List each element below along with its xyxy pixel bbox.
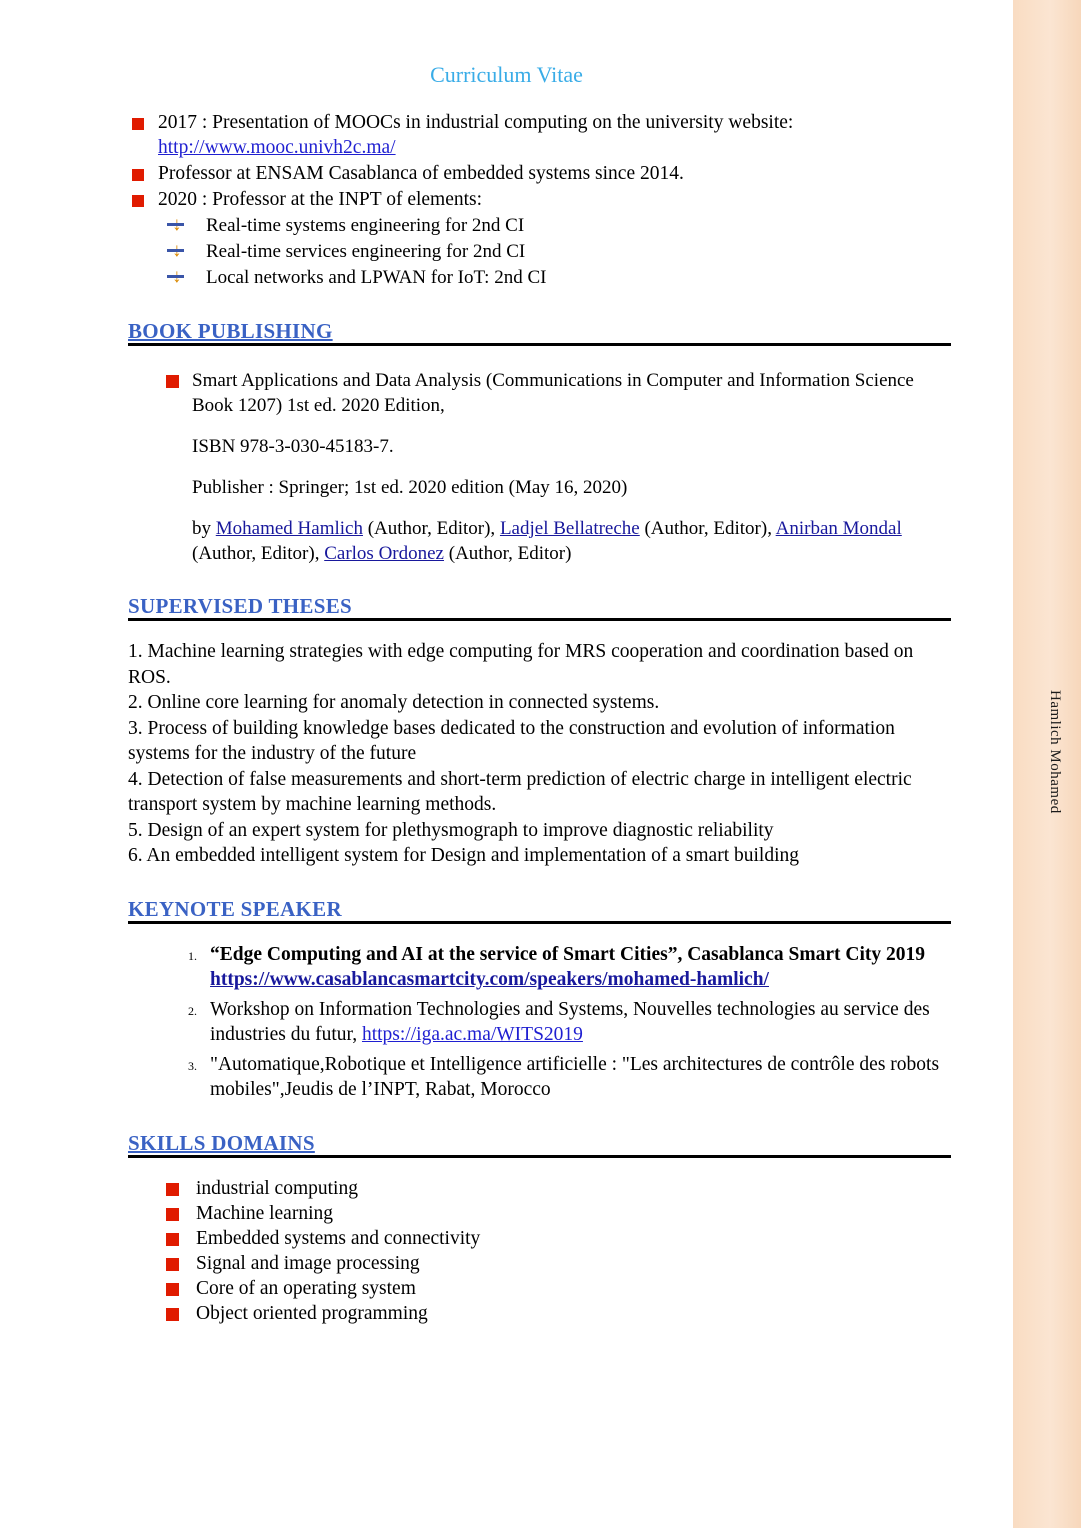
list-item	[200, 997, 951, 1048]
list-item: Professor at ENSAM Casablanca of embedded systems since 2014.	[128, 161, 951, 186]
book-title: Smart Applications and Data Analysis (Communications in Computer and Information Science Book 1207) 1st ed. 2020 Edition,	[128, 368, 951, 418]
cv-content	[0, 110, 1013, 1326]
list-item: 3. Process of building knowledge bases dedicated to the construction and evolution of information systems for the industry of the future	[128, 717, 895, 764]
list-item: 2. Online core learning for anomaly detection in connected systems.	[128, 692, 660, 713]
list-item: 6. An embedded intelligent system for Design and implementation of a smart building	[128, 845, 799, 866]
keynote-link-2[interactable]: https://iga.ac.ma/WITS2019	[361, 1024, 583, 1045]
section-divider	[128, 921, 951, 924]
list-item: 4. Detection of false measurements and short-term prediction of electric charge in intelligent electric transport system by machine learning methods.	[128, 768, 912, 815]
author-role-3: (Author, Editor),	[192, 543, 325, 564]
list-item: 3. "Automatique,Robotique et Intelligence artificielle : "Les architectures de contrôle des robots mobiles",Jeudis de l’INPT, Rabat, Morocco	[200, 1052, 951, 1103]
keynote-text-2: Workshop on Information Technologies and Systems, Nouvelles technologies au service des industries du futur,	[210, 998, 930, 1045]
section-skills-domains	[128, 1131, 951, 1326]
section-supervised-theses	[128, 594, 951, 869]
list-item: industrial computing	[166, 1176, 951, 1201]
section-heading-row	[128, 1131, 951, 1158]
mooc-text: 2017 : Presentation of MOOCs in industrial computing on the university website:	[158, 112, 794, 133]
author-link-1[interactable]: Mohamed Hamlich	[215, 518, 363, 539]
section-divider	[128, 343, 951, 346]
keynote-link-1[interactable]: https://www.casablancasmartcity.com/speakers/mohamed-hamlich/	[210, 969, 769, 990]
author-link-3[interactable]: Anirban Mondal	[775, 518, 902, 539]
book-details	[128, 368, 951, 566]
side-strip	[1013, 0, 1081, 1528]
inpt-sub-list	[138, 213, 951, 291]
book-isbn: ISBN 978-3-030-45183-7.	[192, 436, 394, 457]
section-heading-row	[128, 594, 951, 621]
section-title: BOOK PUBLISHING	[128, 319, 333, 343]
section-keynote-speaker	[128, 897, 951, 1103]
section-title: SKILLS DOMAINS	[128, 1130, 315, 1155]
list-item	[200, 942, 951, 993]
author-link-2[interactable]: Ladjel Bellatreche	[499, 518, 640, 539]
author-role-4: (Author, Editor)	[444, 543, 572, 564]
section-divider	[128, 618, 951, 621]
list-item: Signal and image processing	[166, 1251, 951, 1276]
author-role-2: (Author, Editor),	[639, 518, 776, 539]
section-divider	[128, 1155, 951, 1158]
list-item: 2020 : Professor at the INPT of elements:	[128, 187, 951, 212]
list-item: 1. Machine learning strategies with edge computing for MRS cooperation and coordination based on ROS.	[128, 641, 914, 688]
book-publisher: Publisher : Springer; 1st ed. 2020 edition (May 16, 2020)	[192, 477, 628, 498]
mooc-link[interactable]: http://www.mooc.univh2c.ma/	[158, 137, 396, 158]
section-heading-row	[128, 897, 951, 924]
list-item: Object oriented programming	[166, 1301, 951, 1326]
list-item: ↓ Real-time services engineering for 2nd CI	[138, 239, 951, 265]
skills-list	[128, 1176, 951, 1326]
keynote-list	[128, 942, 951, 1103]
section-title: SUPERVISED THESES	[128, 594, 352, 618]
list-item	[128, 110, 951, 160]
list-item: Core of an operating system	[166, 1276, 951, 1301]
teaching-list	[128, 110, 951, 212]
section-book-publishing	[128, 319, 951, 566]
list-item: ↓ Real-time systems engineering for 2nd CI	[138, 213, 951, 239]
keynote-title-1: “Edge Computing and AI at the service of Smart Cities”, Casablanca Smart City 2019	[210, 943, 925, 965]
section-heading-row	[128, 319, 951, 346]
list-item: Embedded systems and connectivity	[166, 1226, 951, 1251]
list-item: Machine learning	[166, 1201, 951, 1226]
book-authors	[128, 516, 951, 566]
page-title: Curriculum Vitae	[430, 62, 583, 87]
theses-list	[128, 639, 951, 869]
section-title: KEYNOTE SPEAKER	[128, 896, 342, 921]
author-link-4[interactable]: Carlos Ordonez	[324, 543, 444, 564]
list-item: ↓ Local networks and LPWAN for IoT: 2nd CI	[138, 265, 951, 291]
by-prefix: by	[192, 518, 216, 539]
list-item: 5. Design of an expert system for plethysmograph to improve diagnostic reliability	[128, 819, 774, 841]
side-strip-label: Hamlich Mohamed	[1047, 690, 1063, 814]
author-role-1: (Author, Editor),	[362, 518, 500, 539]
